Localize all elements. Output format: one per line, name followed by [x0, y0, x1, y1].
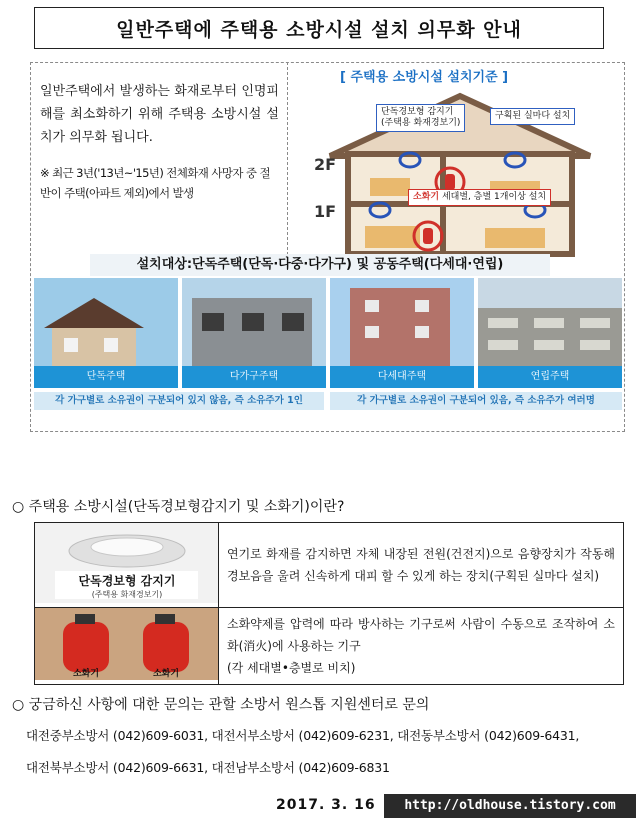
extinguisher-description	[219, 608, 624, 685]
detector-image-label: 단독경보형 감지기	[78, 574, 176, 588]
standard-title: [ 주택용 소방시설 설치기준 ]	[340, 70, 509, 85]
ownership-single-note: 각 가구별로 소유권이 구분되어 있지 않음, 즉 소유주가 1인	[34, 392, 324, 410]
detector-callout-label: 단독경보형 감지기	[381, 107, 454, 117]
extinguisher-image-label: 소화기	[72, 669, 100, 679]
house-photo-row-house	[478, 278, 622, 388]
statistic-note: ※ 최근 3년('13년~'15년) 전체화재 사망자 중 절반이 주택(아파트 제외)에서 발생	[40, 166, 271, 200]
document-title: 일반주택에 주택용 소방시설 설치 의무화 안내	[34, 7, 604, 49]
table-row	[35, 608, 624, 685]
house-type-label: 다세대주택	[330, 366, 474, 388]
house-type-photos	[34, 278, 622, 388]
extinguisher-callout-rule: 세대별, 층별 1개이상 설치	[441, 192, 547, 202]
detector-image-sub: (주택용 화재경보기)	[91, 590, 163, 599]
contact-heading: ○ 궁금하신 사항에 대한 문의는 관할 소방서 원스톱 지원센터로 문의	[12, 697, 430, 713]
detector-rule-callout: 구획된 실마다 설치	[490, 108, 575, 125]
extinguisher-callout-label: 소화기	[413, 192, 440, 202]
extinguisher-image-cell	[35, 608, 219, 685]
house-photo-detached	[34, 278, 178, 388]
extinguisher-description-main: 소화약제를 압력에 따라 방사하는 기구로써 사람이 수동으로 조작하여 소화(消火)에 사용하는 기구	[227, 617, 615, 653]
ownership-multi-note: 각 가구별로 소유권이 구분되어 있음, 즉 소유주가 여러명	[330, 392, 622, 410]
floor-1-label: 1F	[314, 202, 337, 221]
table-row	[35, 523, 624, 608]
house-photo-multiplex	[330, 278, 474, 388]
contact-line-1: 대전중부소방서 (042)609-6031, 대전서부소방서 (042)609-6231, 대전동부소방서 (042)609-6431,	[26, 728, 580, 743]
equipment-heading: ○ 주택용 소방시설(단독경보형감지기 및 소화기)이란?	[12, 499, 345, 515]
detector-callout-sub: (주택용 화재경보기)	[381, 118, 461, 128]
extinguisher-description-note: (각 세대별•층별로 비치)	[227, 661, 356, 675]
extinguisher-callout	[408, 189, 551, 206]
equipment-table	[34, 522, 624, 685]
source-watermark: http://oldhouse.tistory.com	[384, 794, 636, 818]
house-type-label: 연립주택	[478, 366, 622, 388]
detector-image-cell	[35, 523, 219, 608]
detector-callout	[376, 104, 465, 132]
fire-extinguisher-image	[35, 608, 218, 680]
intro-section	[30, 62, 288, 260]
house-photo-multi-household	[182, 278, 326, 388]
intro-text: 일반주택에서 발생하는 화재로부터 인명피해를 최소화하기 위해 주택용 소방시설 설치가 의무화 됩니다.	[40, 84, 279, 145]
floor-2-label: 2F	[314, 155, 337, 174]
install-target-title: 설치대상:단독주택(단독·다중·다가구) 및 공동주택(다세대·연립)	[90, 254, 550, 276]
smoke-detector-image	[35, 523, 218, 603]
installation-standard	[290, 62, 625, 260]
house-type-label: 다가구주택	[182, 366, 326, 388]
house-type-label: 단독주택	[34, 366, 178, 388]
document-date: 2017. 3. 16	[276, 797, 376, 813]
detector-description: 연기로 화재를 감지하면 자체 내장된 전원(건전지)으로 음향장치가 작동해 경보음을 울려 신속하게 대피 할 수 있게 하는 장치(구획된 실마다 설치)	[219, 523, 624, 608]
contact-line-2: 대전북부소방서 (042)609-6631, 대전남부소방서 (042)609-6831	[26, 760, 390, 775]
extinguisher-image-label: 소화기	[152, 669, 180, 679]
